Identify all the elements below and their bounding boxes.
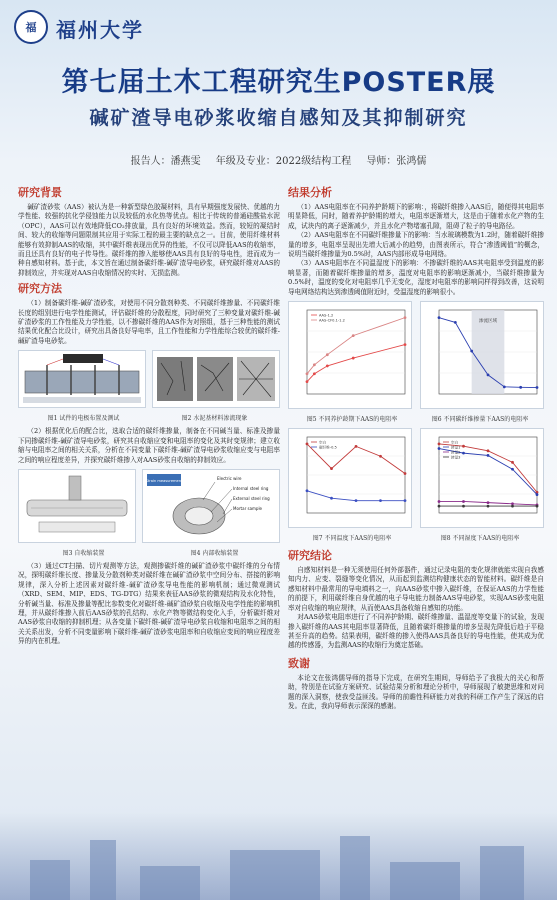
chart-data-point xyxy=(511,468,514,471)
chart-data-point xyxy=(462,452,465,455)
figure-row-2 xyxy=(18,469,280,543)
chart-data-point xyxy=(352,334,355,337)
label-external-ring: External steel ring xyxy=(233,495,270,501)
background-text: 碱矿渣砂浆（AAS）被认为是一种新型绿色胶凝材料，具有早期强度发展快、优越的力学性能、较强的抗化学侵蚀能力以及较低的水化热等优点。相比于传统的普通硅酸盐水泥（OPC），AAS可以有效地降低CO₂排放量，具有良好的环境效益。然而，较短的凝结时间、较大的收缩等问题限制其应用于实际工程的最主要的缺点之一。目前，使用纤维材料能够有效抑制AAS的收缩，其中碳纤维表现出优异的性能，不仅可以降低AAS的收缩率，而且还具有良好的电子传导性。碳纤维的掺入能够使AAS具有良好的导电性，进而成为一种自感知材料。基于此，本文旨在通过制备碳纤维-碱矿渣导电砂浆，研究碳纤维对AAS的抑制效应，并实现对AAS自收缩情况的实时、无损监测。 xyxy=(18,203,280,277)
section-title-ack: 致谢 xyxy=(288,656,310,670)
figure-1 xyxy=(18,350,146,408)
chart-data-point xyxy=(503,386,506,389)
chart-legend-label: 碳纤维-0.5 xyxy=(319,445,337,450)
figure-3-caption: 图3 自收缩装置 xyxy=(62,549,105,557)
chart-data-point xyxy=(462,500,465,503)
chart-data-point xyxy=(438,443,441,446)
chart-data-point xyxy=(487,501,490,504)
caption-row-1 xyxy=(18,411,280,422)
chart-data-point xyxy=(326,365,329,368)
chart-data-point xyxy=(404,343,407,346)
chart-data-point xyxy=(487,454,490,457)
chart-legend-label: 掺量1 xyxy=(451,445,461,450)
chart-legend-label: 空白 xyxy=(319,440,327,445)
advisor: 导师：张鸿儒 xyxy=(366,156,427,167)
author-line xyxy=(0,152,557,167)
figure-4 xyxy=(142,469,280,543)
chart-data-point xyxy=(454,321,457,324)
figure-4-caption: 图4 内部收缩装置 xyxy=(190,549,239,557)
figure-row-1 xyxy=(18,350,280,408)
building-silhouette xyxy=(480,846,524,900)
label-internal-ring: Internal steel ring xyxy=(233,485,269,491)
chart-data-point xyxy=(330,497,333,500)
building-silhouette xyxy=(30,860,70,900)
chart-data-point xyxy=(330,467,333,470)
figure-6 xyxy=(420,301,544,409)
method-text-1: （1）制备碳纤维-碱矿渣砂浆，对使用不同分散剂种类、不同碳纤维掺量、不同碳纤维长度的组别进行电学性能测试，评估碳纤维的分散程度，同时研究了三种变量对碳纤维-碱矿渣砂浆的工作性能及力学性能，以不掺碳纤维的AAS作为对照组，基于三种性能的测试结果优化配合比设计，研究出具备良好导电率，且工作性能和力学性能综合较优的碳纤维-碱矿渣导电砂浆。 xyxy=(18,299,280,345)
acknowledgement-text: 本论文在张鸿儒导师的指导下完成，在研究生期间，导师给予了我极大的关心和帮助，特别是在试验方案研究、试验结果分析和理论分析中，导师展现了敏捷思维和对问题的深入洞察，使我受益匪浅。导师的前瞻性科研能力对我的科研工作产生了深远的启发。在此，我向导师表示深深的感谢。 xyxy=(288,673,544,710)
chart-caption-row-1 xyxy=(288,412,544,423)
percolation-illustration xyxy=(153,351,279,407)
chart-legend-label: AAS-1.2 xyxy=(319,313,334,318)
chart-data-point xyxy=(404,472,407,475)
building-silhouette xyxy=(90,840,116,900)
chart-row-2 xyxy=(288,428,544,528)
chart-data-point xyxy=(519,386,522,389)
chart-data-point xyxy=(306,489,309,492)
chart-data-point xyxy=(438,316,441,319)
result-text-3: （3）AAS电阻率在不同温湿度下的影响：不掺碳纤维的AAS其电阻率受到温度的影响显著，而随着碳纤维掺量的增多，温度对电阻率的影响逐渐减小，当碳纤维掺量为0.5%时，温度的变化对电阻率几乎无变化，湿度对电阻率的影响同样得到改善，这说明导电网络结构达到渗透阈值附近时，受温湿度的影响很小。 xyxy=(288,259,544,296)
figure-8 xyxy=(420,428,544,528)
chart-data-point xyxy=(313,372,316,375)
chart-data-point xyxy=(306,372,309,375)
chart-data-point xyxy=(355,499,358,502)
internal-shrinkage-apparatus xyxy=(143,470,279,542)
chart-caption-row-2 xyxy=(288,531,544,542)
chart-data-point xyxy=(306,443,309,446)
chart-fiber-content xyxy=(421,302,543,408)
label-electric: Electric wire xyxy=(217,475,242,481)
figure-2 xyxy=(152,350,280,408)
figure-5 xyxy=(288,301,412,409)
chart-legend-label: 掺量2 xyxy=(451,450,461,455)
chart-annotation: 渗流区域 xyxy=(479,319,497,325)
result-text-2: （2）AAS电阻率在不同碳纤维掺量下的影响：当水玻璃模数为1.2时，随着碳纤维掺量的增多，电阻率呈现出先增大后减小的趋势，由图表所示，符合“渗透阈值”的概念，说明当碳纤维掺量为0.5%时，AAS内部形成导电网络。 xyxy=(288,231,544,259)
chart-row-1 xyxy=(288,301,544,409)
right-column xyxy=(288,182,544,711)
poster-main-title: 第七届土木工程研究生POSTER展 xyxy=(61,67,496,98)
chart-data-point xyxy=(326,353,329,356)
section-title-results: 结果分析 xyxy=(288,186,332,199)
figure-7-caption: 图7 不同温度下AAS的电阻率 xyxy=(312,535,392,543)
chart-data-point xyxy=(379,499,382,502)
chart-curing-age xyxy=(289,302,411,408)
grade-major: 年级及专业：2022级结构工程 xyxy=(215,156,352,167)
poster-subtitle: 碱矿渣导电砂浆收缩自感知及其抑制研究 xyxy=(89,107,468,129)
chart-data-point xyxy=(470,350,473,353)
building-silhouette xyxy=(230,850,320,900)
university-logo: 福 xyxy=(14,10,48,44)
chart-data-point xyxy=(536,493,539,496)
university-name: 福州大学 xyxy=(56,18,144,42)
chart-data-point xyxy=(487,505,490,508)
caption-row-2 xyxy=(18,546,280,557)
conclusion-text-2: 对AAS砂浆电阻率进行了不同养护龄期、碳纤维掺量、温湿度等变量下的试验，发现掺入碳纤维的AAS其电阻率显著降低，且随着碳纤维掺量的增多呈现先降低后趋于平稳甚至升高的趋势。结果表明，碳纤维的掺入使得AAS具备良好的导电性能，使其成为优越的传感器，为监测AAS的收缩行为奠定基础。 xyxy=(288,613,544,650)
chart-data-point xyxy=(379,455,382,458)
chart-data-point xyxy=(462,505,465,508)
label-mortar: Mortar sample xyxy=(233,505,263,511)
chart-data-point xyxy=(536,386,539,389)
figure-6-caption: 图6 不同碳纤维掺量下AAS的电阻率 xyxy=(431,416,529,424)
chart-data-point xyxy=(306,380,309,383)
section-title-method: 研究方法 xyxy=(18,282,62,296)
section-title-background: 研究背景 xyxy=(18,186,62,199)
chart-legend-label: AAS-CF0.1-1.2 xyxy=(319,318,345,323)
chart-data-point xyxy=(487,449,490,452)
reporter: 报告人：潘燕雯 xyxy=(130,156,201,167)
figure-8-caption: 图8 不同湿度下AAS的电阻率 xyxy=(440,535,520,543)
chart-data-point xyxy=(462,445,465,448)
chart-data-point xyxy=(352,357,355,360)
method-text-3: （3）通过CT扫描、切片观测等方法，观测掺碳纤维的碱矿渣砂浆中碳纤维的分布情况，探明碳纤维长度、掺量及分散剂种类对碳纤维在碱矿渣砂浆中空间分布、搭接的影响规律，深入分析上述因素对碳纤维-碱矿渣砂浆导电性能的影响机制；通过微观测试（XRD、SEM、MIP、EDS、TG-DTG）结果来表征AAS砂浆的微观结构及水化特性，分析碱当量、标准及掺量等配比参数变化对碳纤维-碱矿渣砂浆自收缩及电学性能的影响机理，并从碳纤维掺入前后AAS砂浆的孔结构、水化产物等微结构变化入手，分析碳纤维对AAS砂浆自收缩的抑制机理；从各变量下碳纤维-碱矿渣导电砂浆自收缩和电阻率之间的相关关系出发，分析不同变量影响下碳纤维-碱矿渣砂浆电阻率和自收缩应变间的响应程度差异的内在机理。 xyxy=(18,561,280,646)
chart-data-point xyxy=(404,499,407,502)
figure-5-caption: 图5 不同养护龄期下AAS的电阻率 xyxy=(306,416,398,424)
chart-data-point xyxy=(511,505,514,508)
figure-3 xyxy=(18,469,136,543)
chart-data-point xyxy=(404,316,407,319)
result-text-1: （1）AAS电阻率在不同养护龄期下的影响：，将碳纤维掺入AAS后，随便得其电阻率明显降低，同时，随着养护龄期的增大，电阻率逐渐增大，这是由于随着水化产物的生成，试块内的离子逐渐减少，并且水化产物堵塞孔隙，阻碍了粒子的导电路径。 xyxy=(288,203,544,230)
chart-data-point xyxy=(438,505,441,508)
chart-data-point xyxy=(313,363,316,366)
chart-legend-label: 掺量3 xyxy=(451,455,461,460)
autogenous-shrinkage-apparatus xyxy=(19,470,135,542)
chart-humidity xyxy=(421,429,543,527)
building-silhouette xyxy=(340,836,370,900)
figure-2-caption: 图2 水泥基材料渗流现象 xyxy=(181,415,248,423)
method-text-2: （2）根据优化后的配合比，选取合适的碳纤维掺量，制备在不同碱当量、标准及掺量下同掺碳纤维-碱矿渣导电砂浆，研究其自收缩应变和电阻率的变化及其时变规律；建立收缩与电阻率之间的相关关系，分析在不同变量下碳纤维-碱矿渣导电砂浆收缩应变与电阻率之间的响应程度差异，并探究碳纤维掺入对AAS砂浆自收缩的抑制效应。 xyxy=(18,427,280,464)
building-silhouette xyxy=(140,866,200,900)
figure-1-caption: 图1 试件的电极布置及测试 xyxy=(47,415,120,423)
building-silhouette xyxy=(390,862,460,900)
section-title-conclusion: 研究结论 xyxy=(288,549,332,563)
electrode-setup-illustration xyxy=(19,351,145,407)
chart-data-point xyxy=(511,461,514,464)
left-column xyxy=(18,182,280,647)
chart-data-point xyxy=(438,447,441,450)
chart-data-point xyxy=(536,505,539,508)
chart-data-point xyxy=(487,374,490,377)
label-strain: Strain measurement xyxy=(145,478,183,483)
chart-data-point xyxy=(355,445,358,448)
poster-header xyxy=(0,0,557,170)
figure-7 xyxy=(288,428,412,528)
chart-data-point xyxy=(438,500,441,503)
conclusion-text-1: 自感知材料是一种无须使用任何外部器件，通过记录电阻的变化规律就能实现自我感知内力、应变、裂缝等变化情况，从而起到监测结构健康状态的智能材料。碳纤维是自感知材料中最常用的导电填料之一，向AAS砂浆中掺入碳纤维，在保证AAS的力学性能的前提下，利用碳纤维自身优越的电子导电能力制备AAS导电砂浆，实现AAS砂浆电阻率对自收缩的响应规律，从而使AAS具备收缩自感知的功能。 xyxy=(288,566,544,612)
campus-skyline xyxy=(0,812,557,900)
chart-legend-label: 空白 xyxy=(451,440,459,445)
chart-temperature xyxy=(289,429,411,527)
